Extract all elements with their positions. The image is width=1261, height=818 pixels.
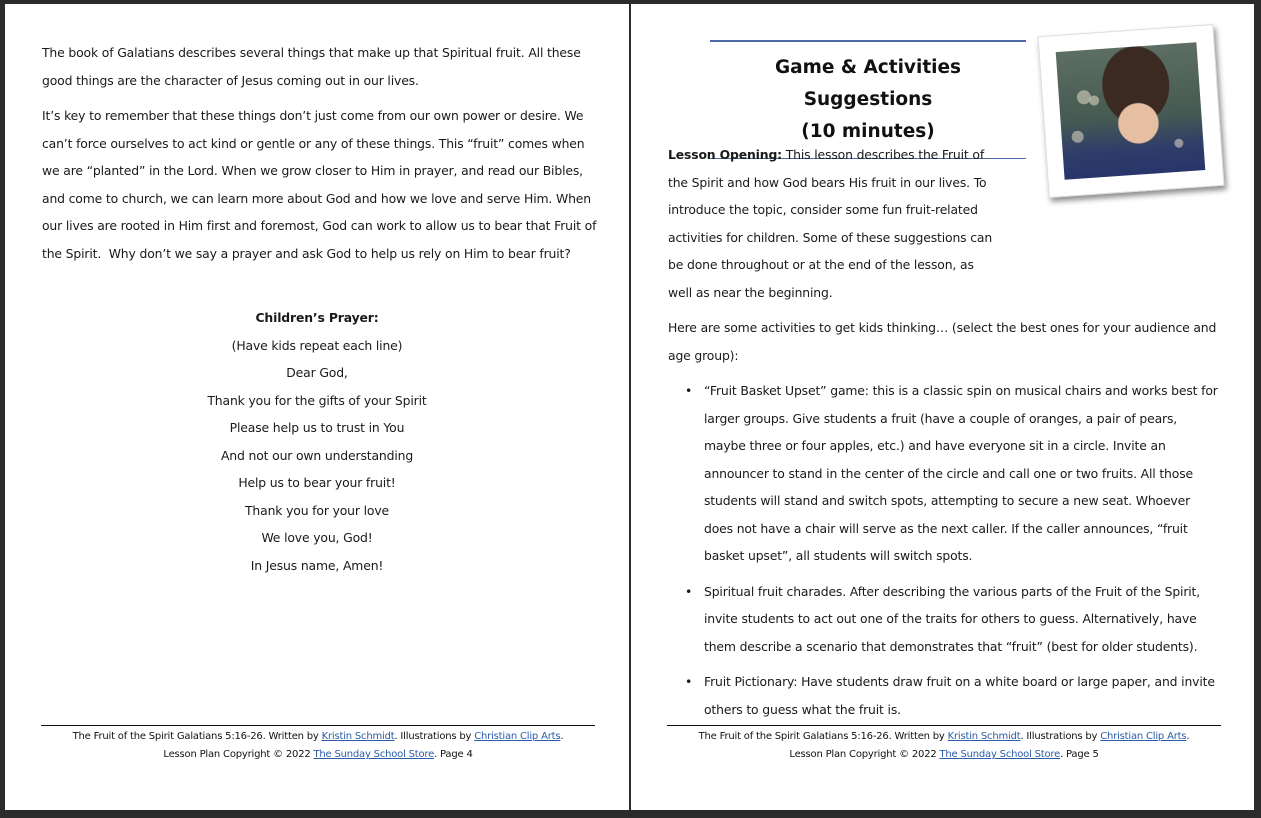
bullet-icon: •: [685, 674, 693, 689]
activity-text: Spiritual fruit charades. After describing the various parts of the Fruit of the Spirit, invite students to act out one of the traits for others to guess. Alternatively, have them describe a scenario that demonstrates that “fruit” (best for older students).: [704, 583, 1201, 654]
opening-label: Lesson Opening:: [668, 147, 782, 162]
bubble-icon: [1089, 95, 1100, 106]
footer-text: Lesson Plan Copyright © 2022: [163, 749, 314, 760]
illustrator-link[interactable]: Christian Clip Arts: [474, 731, 561, 742]
store-link[interactable]: The Sunday School Store: [313, 749, 435, 760]
childrens-prayer: [5, 304, 629, 579]
activities-intro: Here are some activities to get kids thinking… (select the best ones for your audience and age group):: [668, 320, 1217, 363]
prayer-line: Thank you for the gifts of your Spirit: [207, 392, 427, 408]
footer-text: .: [1186, 731, 1190, 742]
prayer-line: Dear God,: [286, 365, 348, 380]
page-number: . Page 5: [1060, 749, 1099, 760]
footer-copyright: [667, 746, 1221, 764]
body-text: [42, 39, 602, 275]
prayer-line: Please help us to trust in You: [229, 420, 405, 435]
prayer-title: Children’s Prayer:: [255, 310, 379, 325]
list-item: [685, 668, 1218, 723]
activity-text: Fruit Pictionary: Have students draw fruit on a white board or large paper, and invite others to guess what the fruit is.: [704, 674, 1215, 717]
author-link[interactable]: Kristin Schmidt: [947, 731, 1021, 742]
paragraph: The book of Galatians describes several things that make up that Spiritual fruit. All these good things are the character of Jesus coming out in our lives.: [42, 45, 581, 88]
heading-line: Game & Activities Suggestions: [774, 57, 962, 110]
page-5: [631, 4, 1254, 810]
author-link[interactable]: Kristin Schmidt: [321, 731, 395, 742]
prayer-line: In Jesus name, Amen!: [250, 557, 384, 573]
paragraph: It’s key to remember that these things don’t just come from our own power or desire. We can’t force ourselves to act kind or gentle or any of these things. This “fruit” comes when we are “planted” in the Lord. When we grow closer to Him in prayer, and read our Bibles, and come to church, we can learn more about God and how we love and serve Him. When our lives are rooted in Him first and foremost, God can work to allow us to bear that Fruit of the Spirit. Why don’t we say a prayer and ask God to help us rely on Him to bear fruit?: [42, 108, 597, 261]
footer-text: The Fruit of the Spirit Galatians 5:16-26. Written by: [72, 731, 322, 742]
footer-text: .: [560, 731, 564, 742]
prayer-line: We love you, God!: [261, 530, 373, 545]
activities-list: [668, 377, 1218, 723]
bullet-icon: •: [685, 383, 693, 398]
footer-text: . Illustrations by: [394, 731, 475, 742]
page-4: [5, 4, 629, 810]
footer-text: The Fruit of the Spirit Galatians 5:16-26. Written by: [698, 731, 948, 742]
lesson-opening: [668, 141, 1000, 306]
activity-text: “Fruit Basket Upset” game: this is a classic spin on musical chairs and works best for larger groups. Give students a fruit (have a couple of oranges, a pair of pears, maybe three or four apples, etc.) and have everyone sit in a circle. Invite an announcer to stand in the center of the circle and call one or two fruits. All those students will stand and switch spots, attempting to secure a new seat. Whoever does not have a chair will serve as the next caller. If the caller announces, “fruit basket upset”, all students will switch spots.: [704, 383, 1218, 563]
illustrator-link[interactable]: Christian Clip Arts: [1100, 731, 1187, 742]
prayer-line: Help us to bear your fruit!: [238, 475, 396, 490]
page-footer: [667, 725, 1221, 764]
list-item: [685, 578, 1218, 661]
bullet-icon: •: [685, 583, 693, 599]
page-footer: [41, 725, 595, 764]
opening-text: This lesson describes the Fruit of the Spirit and how God bears His fruit in our lives. To introduce the topic, consider some fun fruit-related activities for children. Some of these suggestions can be done throughout or at the end of the lesson, as well as near the beginning.: [668, 147, 993, 300]
store-link[interactable]: The Sunday School Store: [939, 749, 1061, 760]
footer-text: . Illustrations by: [1020, 731, 1101, 742]
prayer-line: (Have kids repeat each line): [231, 337, 403, 353]
footer-text: Lesson Plan Copyright © 2022: [789, 749, 940, 760]
footer-credits: [667, 728, 1221, 746]
footer-credits: [41, 728, 595, 746]
prayer-line: Thank you for your love: [245, 502, 389, 518]
page-number: . Page 4: [434, 749, 473, 760]
prayer-line: And not our own understanding: [220, 447, 414, 463]
list-item: [685, 377, 1218, 570]
footer-copyright: [41, 746, 595, 764]
body-text: [668, 141, 1218, 731]
heading-duration: (10 minutes): [801, 121, 935, 142]
